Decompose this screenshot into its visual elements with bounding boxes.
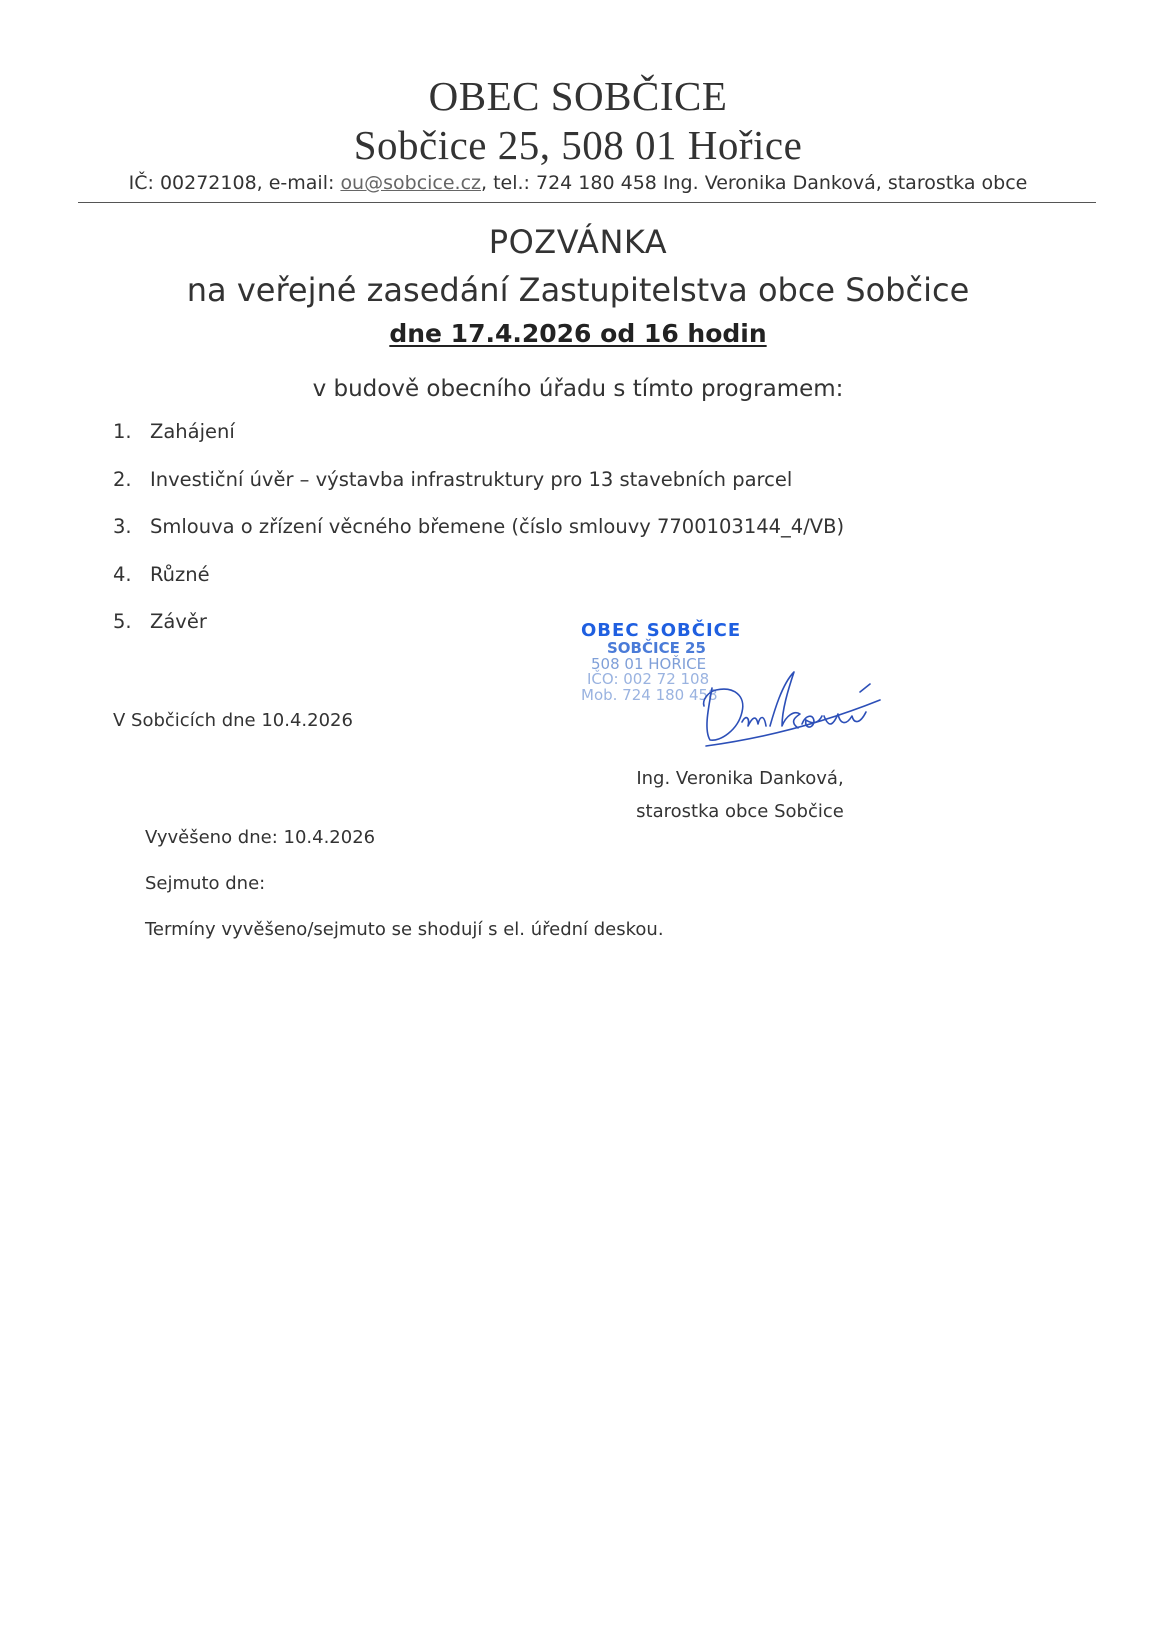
posted-date: Vyvěšeno dne: 10.4.2026: [145, 827, 376, 848]
removed-date: Sejmuto dne:: [145, 873, 266, 894]
invitation-subheading: na veřejné zasedání Zastupitelstva obce Sobčice: [186, 271, 970, 309]
agenda-item-number: 1.: [113, 420, 132, 443]
meeting-date: [0, 319, 1156, 348]
stamp-line-city: 508 01 HOŘICE: [591, 654, 707, 673]
posting-note: Termíny vyvěšeno/sejmuto se shodují s el. úřední deskou.: [145, 919, 664, 940]
contact-line: [0, 172, 1156, 194]
signer-block: [620, 762, 860, 828]
stamp-line-name: OBEC SOBČICE: [581, 620, 742, 641]
contact-email-link[interactable]: ou@sobcice.cz: [340, 172, 482, 194]
agenda-item-text: Zahájení: [150, 420, 235, 443]
signer-role: starostka obce Sobčice: [636, 801, 844, 822]
agenda-item: [113, 515, 844, 563]
posting-info: [145, 827, 664, 965]
agenda-item-text: Smlouva o zřízení věcného břemene (číslo smlouvy 7700103144_4/VB): [150, 515, 845, 538]
stamp-line-ico: IČO: 002 72 108: [587, 670, 710, 689]
agenda-item-text: Investiční úvěr – výstavba infrastruktury pro 13 stavebních parcel: [150, 467, 793, 491]
header-divider: [78, 202, 1096, 203]
municipality-address: Sobčice 25, 508 01 Hořice: [353, 122, 803, 168]
meeting-date-text: dne 17.4.2026 od 16 hodin: [389, 319, 767, 348]
meeting-place: v budově obecního úřadu s tímto programem:: [312, 376, 844, 402]
agenda-item-text: Závěr: [150, 610, 207, 633]
agenda-item-number: 5.: [113, 610, 132, 633]
municipality-title: OBEC SOBČICE: [428, 73, 728, 119]
contact-suffix: , tel.: 724 180 458 Ing. Veronika Danková, starostka obce: [481, 172, 1028, 194]
agenda-item-number: 3.: [113, 515, 132, 538]
agenda-item: [113, 468, 844, 516]
agenda-item-number: 2.: [113, 467, 132, 491]
agenda-item-text: Různé: [150, 562, 210, 586]
contact-prefix: IČ: 00272108, e-mail:: [128, 172, 341, 194]
stamp-line-phone: Mob. 724 180 458: [581, 686, 718, 705]
invitation-heading: POZVÁNKA: [488, 223, 668, 261]
place-and-date: V Sobčicích dne 10.4.2026: [113, 710, 353, 731]
agenda-item-number: 4.: [113, 562, 132, 586]
signer-name: Ing. Veronika Danková,: [636, 768, 844, 789]
handwritten-signature: [690, 660, 890, 750]
agenda-item: [113, 420, 844, 468]
agenda-item: [113, 563, 844, 611]
stamp-line-street: SOBČICE 25: [607, 638, 706, 657]
